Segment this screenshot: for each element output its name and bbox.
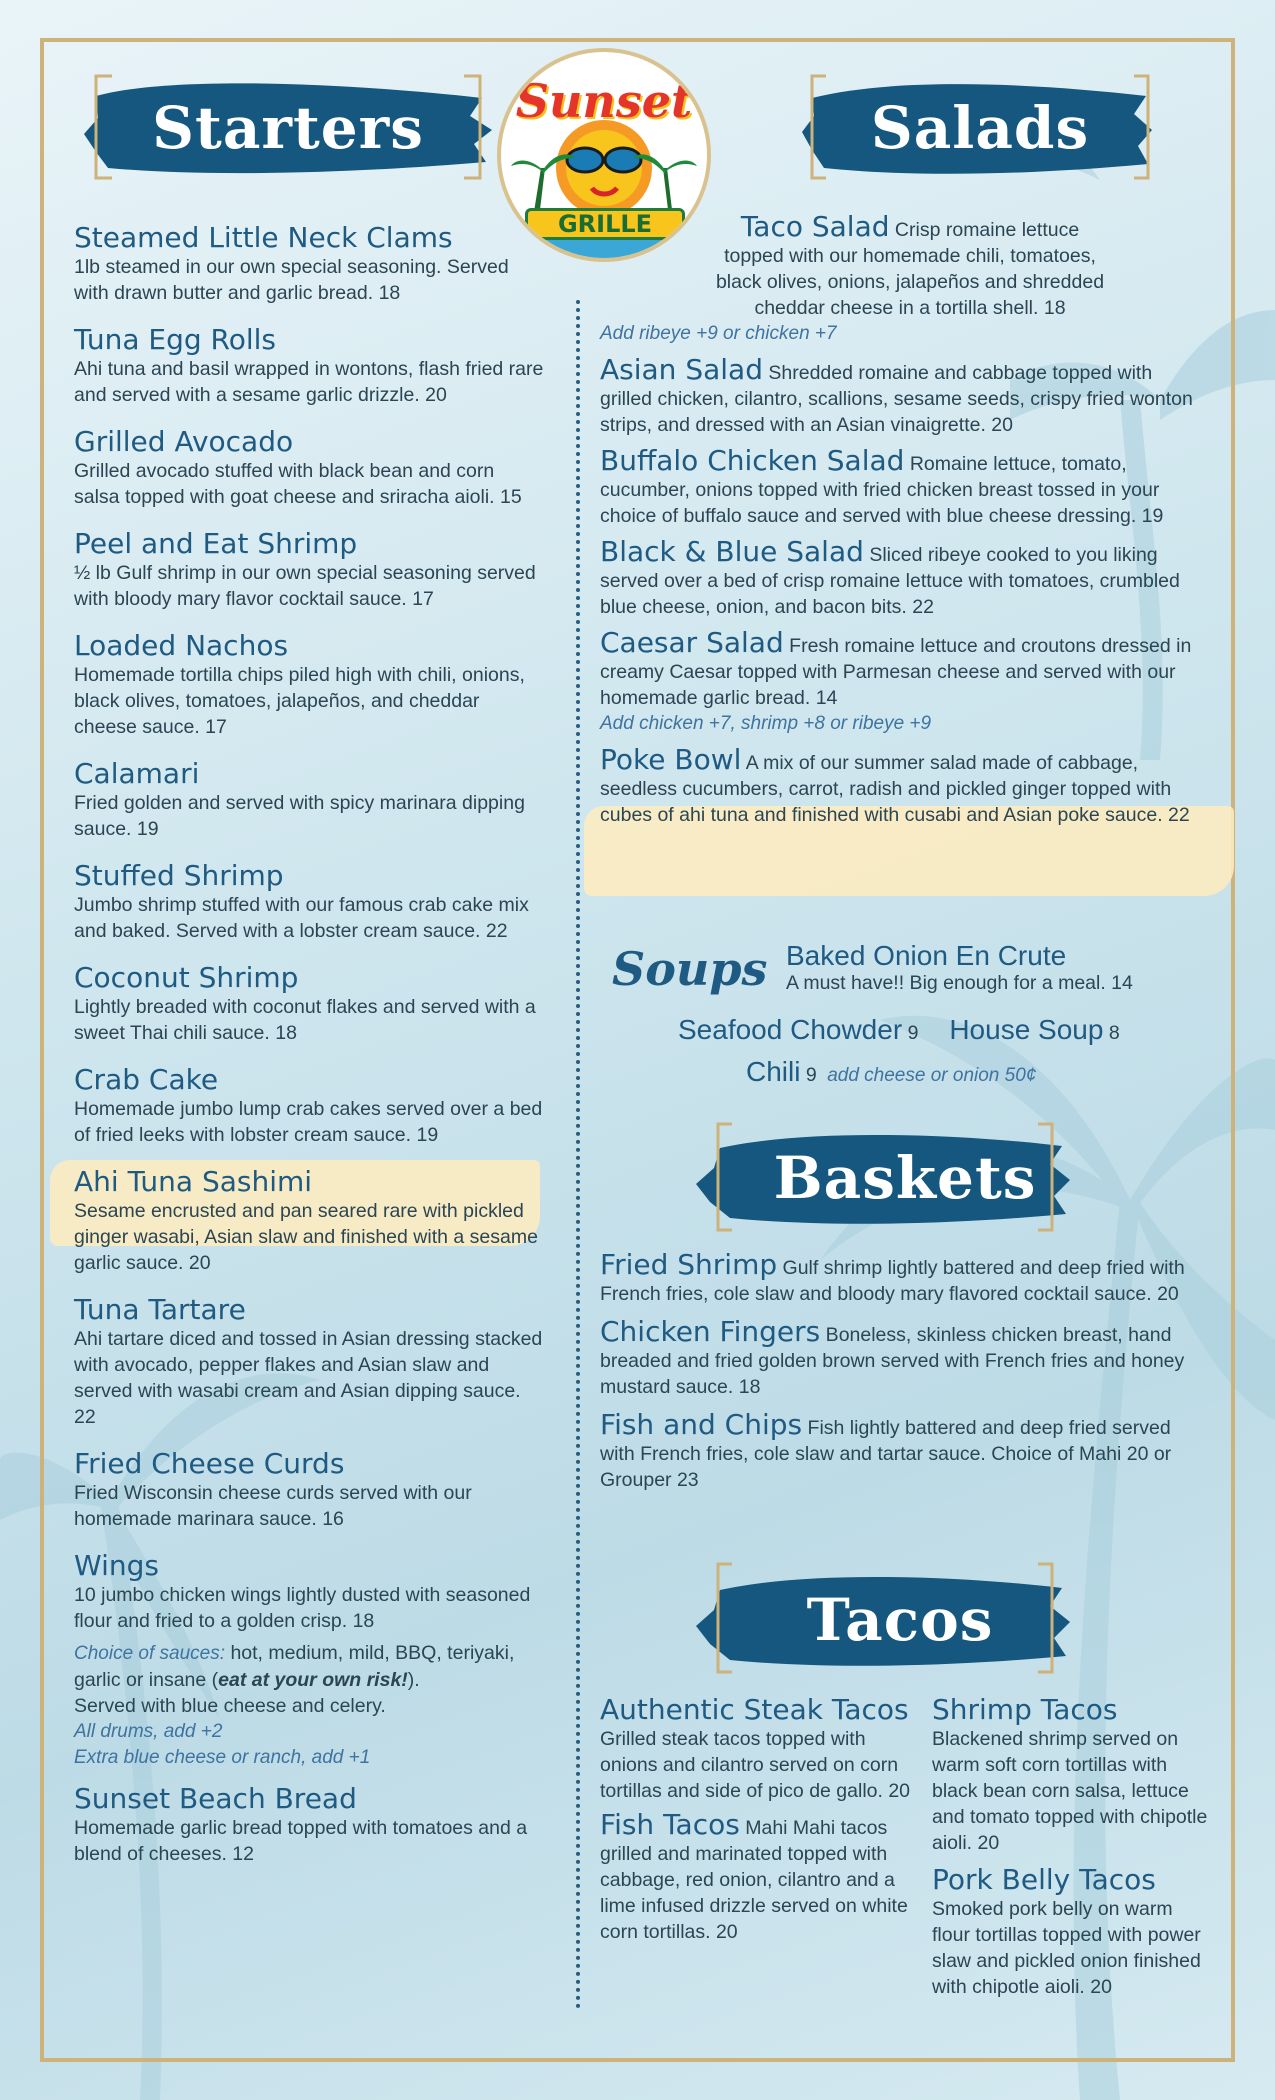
- chili-name: Chili: [746, 1056, 801, 1087]
- starters-list: [74, 222, 544, 1887]
- fried-shrimp-text: [600, 1248, 1200, 1307]
- item-name: Calamari: [74, 757, 200, 790]
- item-note: Add ribeye +9 or chicken +7: [600, 323, 837, 344]
- item-description: Smoked pork belly on warm flour tortillas topped with power slaw and pickled onion finished with chipotle aioli. 20: [932, 1898, 1201, 1998]
- item-description: Lightly breaded with coconut flakes and served with a sweet Thai chili sauce. 18: [74, 996, 536, 1044]
- list-item: [600, 626, 1200, 737]
- item-note: Add chicken +7, shrimp +8 or ribeye +9: [600, 713, 932, 734]
- column-divider: [576, 300, 580, 2010]
- house-soup-price: 8: [1103, 1022, 1120, 1044]
- item-name: Crab Cake: [74, 1063, 219, 1096]
- item-description: Grilled steak tacos topped with onions and cilantro served on corn tortillas and side of pico de gallo. 20: [600, 1728, 911, 1802]
- salads-list: [600, 210, 1200, 848]
- item-name: Fish Tacos: [600, 1808, 740, 1841]
- item-description: Shredded romaine and cabbage topped with grilled chicken, cilantro, scallions, sesame seeds, crispy fried wonton strips, and dressed with an Asian vinaigrette. 20: [600, 362, 1193, 436]
- item-name: Black & Blue Salad: [600, 535, 864, 568]
- item-description: Fresh romaine lettuce and croutons dressed in creamy Caesar topped with Parmesan cheese and served with our homemade garlic bread. 14: [600, 635, 1192, 709]
- list-item: [600, 743, 1200, 828]
- list-item: [932, 1694, 1214, 1856]
- list-item: [600, 1808, 918, 1945]
- black-blue-salad-text: [600, 535, 1200, 620]
- item-description: Boneless, skinless chicken breast, hand breaded and fried golden brown served with French fries and honey mustard sauce. 18: [600, 1324, 1185, 1398]
- soups-heading: Soups: [612, 942, 768, 996]
- item-description: Homemade garlic bread topped with tomatoes and a blend of cheeses. 12: [74, 1817, 528, 1865]
- item-name: Tuna Tartare: [74, 1293, 246, 1326]
- soups-row: [678, 1014, 1218, 1046]
- item-name: Fried Shrimp: [600, 1248, 778, 1281]
- item-name: Chicken Fingers: [600, 1315, 821, 1348]
- item-description: Sesame encrusted and pan seared rare with pickled ginger wasabi, Asian slaw and finished with a sesame garlic sauce. 20: [74, 1200, 538, 1274]
- item-name: Pork Belly Tacos: [932, 1863, 1156, 1896]
- list-item: [74, 1064, 544, 1148]
- sauces-label: Choice of sauces:: [74, 1643, 226, 1664]
- list-item: [600, 444, 1200, 529]
- item-description: A mix of our summer salad made of cabbage, seedless cucumbers, carrot, radish and pickled ginger topped with cubes of ahi tuna and finished with cusabi and Asian poke sauce. 22: [600, 752, 1190, 826]
- item-description: 1lb steamed in our own special seasoning. Served with drawn butter and garlic bread. 18: [74, 256, 509, 304]
- item-name: Shrimp Tacos: [932, 1693, 1118, 1726]
- list-item: [74, 962, 544, 1046]
- wings-sauces: [74, 1640, 544, 1693]
- list-item: [74, 1783, 544, 1867]
- tacos-left-list: [600, 1694, 918, 1965]
- chowder-name: Seafood Chowder: [678, 1014, 903, 1045]
- chili-price: 9: [800, 1064, 817, 1086]
- list-item: [600, 1408, 1200, 1493]
- fish-chips-text: [600, 1408, 1200, 1493]
- item-name: Tuna Egg Rolls: [74, 323, 277, 356]
- salads-heading: Salads: [870, 94, 1090, 162]
- item-description: Fish lightly battered and deep fried served with French fries, cole slaw and tartar sauce. Choice of Mahi 20 or Grouper 23: [600, 1417, 1172, 1491]
- asian-salad-text: [600, 353, 1200, 438]
- item-description: Grilled avocado stuffed with black bean and corn salsa topped with goat cheese and sriracha aioli. 15: [74, 460, 522, 508]
- chicken-fingers-text: [600, 1315, 1200, 1400]
- wings-note-dressing: Extra blue cheese or ranch, add +1: [74, 1747, 371, 1768]
- list-item: [74, 324, 544, 408]
- wings-served: Served with blue cheese and celery.: [74, 1695, 386, 1717]
- baskets-heading: Baskets: [773, 1144, 1037, 1212]
- item-name: Buffalo Chicken Salad: [600, 444, 905, 477]
- item-name: Sunset Beach Bread: [74, 1782, 357, 1815]
- list-item: [600, 1248, 1200, 1307]
- chili-note: add cheese or onion 50¢: [827, 1065, 1037, 1086]
- item-description: 10 jumbo chicken wings lightly dusted with seasoned flour and fried to a golden crisp. 18: [74, 1584, 531, 1632]
- item-name: Asian Salad: [600, 353, 763, 386]
- tacos-banner: [690, 1560, 1080, 1680]
- logo-subtitle: GRILLE: [525, 208, 685, 240]
- onion-soup-name: Baked Onion En Crute: [786, 940, 1067, 971]
- caesar-salad-text: [600, 626, 1200, 711]
- risk-warning: eat at your own risk!: [218, 1669, 408, 1691]
- list-item: [600, 535, 1200, 620]
- item-description: Ahi tartare diced and tossed in Asian dressing stacked with avocado, pepper flakes and Asian slaw and served with wasabi cream and Asian dipping sauce. 22: [74, 1328, 543, 1428]
- list-item: [600, 353, 1200, 438]
- item-name: Steamed Little Neck Clams: [74, 221, 453, 254]
- onion-soup-desc: A must have!! Big enough for a meal. 14: [786, 972, 1133, 994]
- item-name: Ahi Tuna Sashimi: [74, 1165, 313, 1198]
- item-description: Fried golden and served with spicy marinara dipping sauce. 19: [74, 792, 525, 840]
- item-description: Ahi tuna and basil wrapped in wontons, flash fried rare and served with a sesame garlic drizzle. 20: [74, 358, 544, 406]
- item-name: Loaded Nachos: [74, 629, 289, 662]
- baskets-list: [600, 1248, 1200, 1513]
- tacos-heading: Tacos: [806, 1586, 994, 1654]
- wings-note-drums: All drums, add +2: [74, 1721, 223, 1742]
- item-description: Gulf shrimp lightly battered and deep fried with French fries, cole slaw and bloody mary flavored cocktail sauce. 20: [600, 1257, 1185, 1305]
- item-name: Fried Cheese Curds: [74, 1447, 345, 1480]
- list-item: [74, 1294, 544, 1430]
- item-name: Grilled Avocado: [74, 425, 294, 458]
- tacos-right-list: [932, 1694, 1214, 2020]
- poke-bowl-text: [600, 743, 1200, 828]
- starters-heading: Starters: [152, 94, 424, 162]
- salads-banner: [800, 68, 1160, 188]
- item-name: Authentic Steak Tacos: [600, 1693, 909, 1726]
- item-name: Coconut Shrimp: [74, 961, 299, 994]
- item-description: Blackened shrimp served on warm soft corn tortillas with black bean corn salsa, lettuce and tomato topped with chipotle aioli. 20: [932, 1728, 1208, 1854]
- item-name: Poke Bowl: [600, 743, 742, 776]
- item-name: Fish and Chips: [600, 1408, 803, 1441]
- list-item: [74, 222, 544, 306]
- fish-tacos-text: [600, 1808, 918, 1945]
- item-description: Crisp romaine lettuce topped with our homemade chili, tomatoes, black olives, onions, jalapeños and shredded cheddar cheese in a tortilla shell. 18: [715, 219, 1105, 319]
- baskets-banner: [690, 1118, 1080, 1238]
- item-name: Wings: [74, 1549, 159, 1582]
- list-item: [932, 1864, 1214, 2000]
- item-name: Peel and Eat Shrimp: [74, 527, 358, 560]
- list-item: [74, 1166, 544, 1276]
- list-item: [74, 630, 544, 740]
- list-item: [600, 1694, 918, 1804]
- chili-row: [746, 1056, 1206, 1089]
- chowder-price: 9: [902, 1022, 919, 1044]
- list-item: [74, 860, 544, 944]
- item-description: Jumbo shrimp stuffed with our famous crab cake mix and baked. Served with a lobster cream sauce. 22: [74, 894, 529, 942]
- item-description: ½ lb Gulf shrimp in our own special seasoning served with bloody mary flavor cocktail sauce. 17: [74, 562, 536, 610]
- list-item: [74, 426, 544, 510]
- item-name: Taco Salad: [740, 210, 890, 243]
- item-description: Romaine lettuce, tomato, cucumber, onions topped with fried chicken breast tossed in your choice of buffalo sauce and served with blue cheese dressing. 19: [600, 453, 1164, 527]
- starters-banner: [78, 68, 498, 188]
- house-soup-name: House Soup: [949, 1014, 1104, 1045]
- buffalo-salad-text: [600, 444, 1200, 529]
- item-name: Stuffed Shrimp: [74, 859, 284, 892]
- item-description: Mahi Mahi tacos grilled and marinated topped with cabbage, red onion, cilantro and a lime infused drizzle served on white corn tortillas. 20: [600, 1817, 908, 1943]
- list-item: [74, 758, 544, 842]
- item-description: Sliced ribeye cooked to you liking served over a bed of crisp romaine lettuce with tomatoes, crumbled blue cheese, onion, and bacon bits. 22: [600, 544, 1180, 618]
- sauces-end: ).: [407, 1669, 420, 1691]
- list-item: [600, 1315, 1200, 1400]
- list-item: [74, 528, 544, 612]
- soups-list: [786, 940, 1206, 995]
- item-description: Homemade tortilla chips piled high with chili, onions, black olives, tomatoes, jalapeños, and cheddar cheese sauce. 17: [74, 664, 525, 738]
- item-name: Caesar Salad: [600, 626, 784, 659]
- item-description: Fried Wisconsin cheese curds served with our homemade marinara sauce. 16: [74, 1482, 472, 1530]
- list-item: [74, 1448, 544, 1532]
- sauces-list: hot, medium, mild, BBQ, teriyaki, garlic or insane (: [74, 1642, 515, 1691]
- list-item: [74, 1550, 544, 1634]
- item-description: Homemade jumbo lump crab cakes served over a bed of fried leeks with lobster cream sauce. 19: [74, 1098, 543, 1146]
- logo-title: Sunset: [515, 74, 693, 128]
